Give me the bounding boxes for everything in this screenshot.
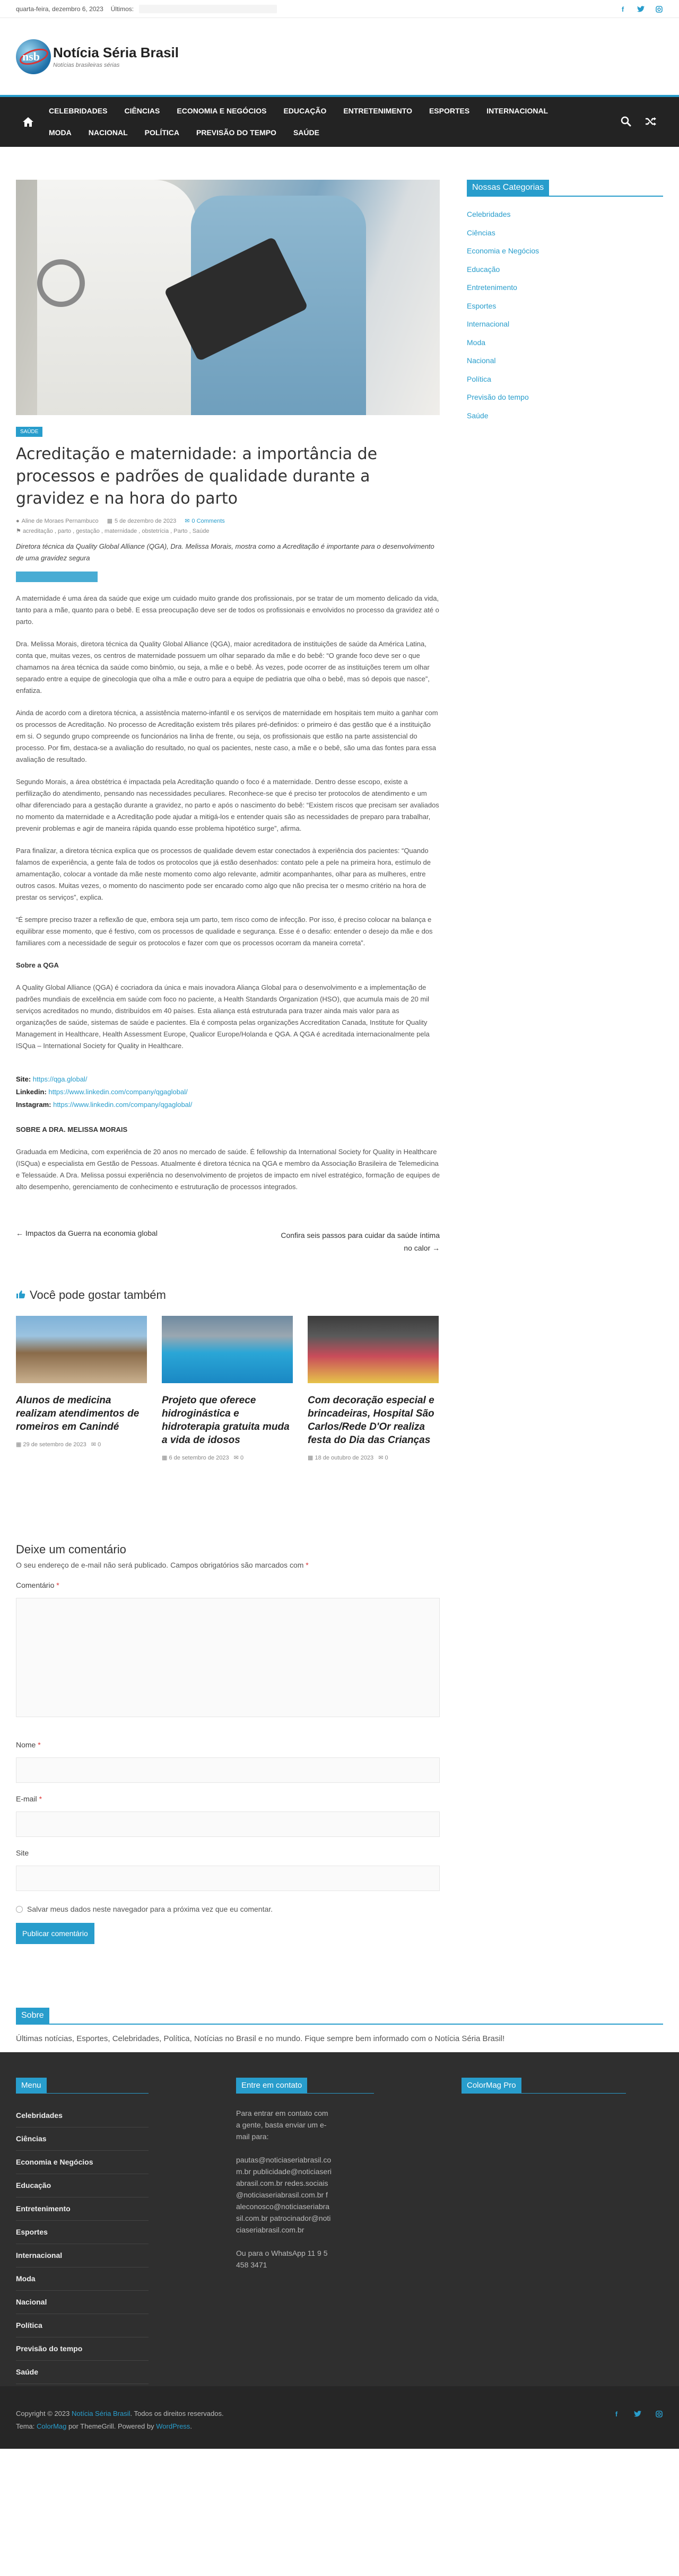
nav-tools xyxy=(621,97,663,147)
related-post-image[interactable] xyxy=(162,1316,293,1383)
featured-image xyxy=(16,180,440,415)
name-label xyxy=(16,1740,440,1749)
footer-menu-link[interactable]: Celebridades xyxy=(16,2104,149,2127)
linkedin-link[interactable]: https://www.linkedin.com/company/qgaglobal/ xyxy=(48,1088,188,1096)
theme-prefix: Tema: xyxy=(16,2422,35,2430)
category-link[interactable]: Economia e Negócios xyxy=(467,247,539,255)
post-navigation xyxy=(16,1229,440,1254)
instagram-icon[interactable] xyxy=(655,5,663,13)
instagram-icon[interactable] xyxy=(655,2410,663,2418)
comment-form-note xyxy=(16,1561,440,1569)
related-posts xyxy=(16,1316,440,1461)
post-body xyxy=(16,593,440,1193)
paragraph: Dra. Melissa Morais, diretora técnica da Quality Global Alliance (QGA), maior acreditadora de instituições de saúde da América Latina, conta que, muitas vezes, os centros de maternidade possuem um olhar separado da mãe e do bebê: “O grande foco deve ser o que chamamos na área técnica da saúde como binômio, ou seja, a mãe e o bebê. Às vezes, pode ocorrer de as instituições terem um olhar separado entre a equipe de ginecologia que olha a mãe e outro para a equipe de pediatria que olha o bebê, mas só depois que nasce”, enfatiza. xyxy=(16,640,430,694)
email-field[interactable] xyxy=(16,1812,440,1837)
footer-menu-link[interactable]: Entretenimento xyxy=(16,2197,149,2221)
contact-whatsapp: Ou para o WhatsApp 11 9 5458 3471 xyxy=(236,2249,328,2269)
about-section xyxy=(16,2008,663,2043)
email-label xyxy=(16,1795,440,1803)
author-name[interactable]: Aline de Moraes Pernambuco xyxy=(21,517,99,524)
copyright xyxy=(16,2407,224,2433)
category-list xyxy=(467,205,663,425)
next-post-title[interactable]: Confira seis passos para cuidar da saúde íntima no calor xyxy=(281,1231,440,1252)
qga-links xyxy=(16,1073,440,1111)
facebook-icon[interactable]: f xyxy=(621,5,624,13)
current-date: quarta-feira, dezembro 6, 2023 xyxy=(16,5,103,13)
post-date-text[interactable]: 5 de dezembro de 2023 xyxy=(114,517,177,524)
about-header xyxy=(16,2008,663,2025)
main-navigation xyxy=(0,95,679,147)
nav-item[interactable]: SAÚDE xyxy=(293,128,319,137)
category-link[interactable]: Previsão do tempo xyxy=(467,393,529,401)
site-link-label: Site: xyxy=(16,1075,31,1083)
nav-item[interactable]: EDUCAÇÃO xyxy=(283,107,327,115)
footer-menu-list xyxy=(16,2104,149,2384)
twitter-icon[interactable] xyxy=(637,5,645,13)
post-tags xyxy=(16,527,440,534)
sidebar-header xyxy=(467,180,663,197)
required-marker: * xyxy=(39,1795,42,1803)
category-link[interactable]: Nacional xyxy=(467,356,496,365)
email-label-text: E-mail xyxy=(16,1795,37,1803)
related-post-image[interactable] xyxy=(308,1316,439,1383)
arrow-left-icon: ← xyxy=(16,1229,23,1237)
copyright-suffix: . Todos os direitos reservados. xyxy=(130,2410,224,2417)
save-info-row xyxy=(16,1905,440,1913)
facebook-icon[interactable]: f xyxy=(615,2410,618,2418)
next-post-link[interactable] xyxy=(281,1229,440,1254)
post-author[interactable] xyxy=(16,517,99,524)
comments-count[interactable]: 0 Comments xyxy=(191,517,225,524)
footer-contact-column xyxy=(236,2078,374,2384)
related-post-title[interactable]: Projeto que oferece hidroginástica e hidroterapia gratuita muda a vida de idosos xyxy=(162,1395,290,1446)
footer-menu-link[interactable]: Saúde xyxy=(16,2361,149,2384)
nav-item[interactable]: INTERNACIONAL xyxy=(486,107,549,115)
related-posts-heading xyxy=(16,1288,440,1302)
footer-contact-title: Entre em contato xyxy=(236,2078,307,2093)
comment-icon: ✉ xyxy=(378,1455,384,1461)
nav-item[interactable]: ENTRETENIMENTO xyxy=(343,107,412,115)
nav-item[interactable]: PREVISÃO DO TEMPO xyxy=(196,128,276,137)
category-badge[interactable]: SAÚDE xyxy=(16,427,42,437)
footer-menu-link[interactable]: Previsão do tempo xyxy=(16,2337,149,2361)
theme-end: . xyxy=(190,2422,192,2430)
footer-bottom-bar xyxy=(0,2386,679,2449)
site-header xyxy=(0,18,679,95)
category-link[interactable]: Política xyxy=(467,374,491,383)
category-link[interactable]: Entretenimento xyxy=(467,283,517,292)
related-post-card[interactable] xyxy=(162,1316,293,1461)
related-post-date[interactable]: 6 de setembro de 2023 xyxy=(169,1455,229,1461)
related-post-title[interactable]: Com decoração especial e brincadeiras, Hospital São Carlos/Rede D'Or realiza festa do Dia das Crianças xyxy=(308,1395,434,1446)
instagram-link-label: Instagram: xyxy=(16,1101,51,1109)
paragraph: A maternidade é uma área da saúde que exige um cuidado muito grande dos profissionais, por se tratar de um momento delicado da vida, tanto para a mãe, quanto para o bebê. E essa preocupação deve ser de todos os profissionais e envolvidos no processo da gravidez até o parto. xyxy=(16,594,439,626)
nav-item[interactable]: MODA xyxy=(49,128,72,137)
footer-pro-column xyxy=(462,2078,594,2384)
footer-menu-link[interactable]: Internacional xyxy=(16,2244,149,2267)
related-post-date[interactable]: 29 de setembro de 2023 xyxy=(23,1441,86,1448)
contact-intro: Para entrar em contato com a gente, basta enviar um e-mail para: xyxy=(236,2109,328,2141)
calendar-icon: ▦ xyxy=(16,1441,22,1448)
paragraph: Segundo Morais, a área obstétrica é impactada pela Acreditação quando o foco é a maternidade. Dentro desse escopo, existe a perfilização do atendimento, pensando nas necessidades peculiares. Reconhece-se que é preciso ter protocolos de atendimento e um olhar diferenciado para a gestação durante a gravidez, no parto e após o nascimento do bebê: “Existem riscos que precisam ser avaliados no momento da maternidade e a Acreditação pode ajudar a mitigá-los e entender quais são as necessidades de preparo para trabalhar, prevenir problemas e agir de maneira rápida quando esse problema hipotético surge”, afirma. xyxy=(16,778,439,832)
site-label-text: Site xyxy=(16,1849,29,1857)
footer-menu-title: Menu xyxy=(16,2078,47,2093)
category-link[interactable]: Ciências xyxy=(467,228,495,237)
site-logo[interactable] xyxy=(16,39,51,74)
comment-label xyxy=(16,1581,440,1589)
section-heading: SOBRE A DRA. MELISSA MORAIS xyxy=(16,1126,128,1133)
site-tagline: Notícias brasileiras sérias xyxy=(53,62,120,68)
contact-emails[interactable]: pautas@noticiaseriabrasil.com.br publicidade@noticiaseriabrasil.com.br redes.sociais@noticiaseriabrasil.com.br faleconosco@noticiaseriabrasil.com.br patrocinador@noticiaseriabrasil.com.br xyxy=(236,2156,332,2234)
about-text: Últimas notícias, Esportes, Celebridades, Política, Notícias no Brasil e no mundo. Fique sempre bem informado com o Notícia Séria Brasil! xyxy=(16,2034,505,2043)
post-comments-link[interactable] xyxy=(185,517,225,524)
footer-menu-link[interactable]: Esportes xyxy=(16,2221,149,2244)
wordpress-link[interactable]: WordPress xyxy=(156,2422,190,2430)
category-link[interactable]: Educação xyxy=(467,265,500,274)
sidebar-title: Nossas Categorias xyxy=(467,180,549,196)
linkedin-link-label: Linkedin: xyxy=(16,1088,47,1096)
footer-menu-header xyxy=(16,2078,149,2094)
previous-post-title[interactable]: Impactos da Guerra na economia global xyxy=(25,1229,158,1237)
theme-mid: por ThemeGrill. Powered by xyxy=(68,2422,154,2430)
website-field[interactable] xyxy=(16,1866,440,1891)
footer-menu-link[interactable]: Nacional xyxy=(16,2291,149,2314)
breaking-news-ticker[interactable] xyxy=(139,5,277,13)
nav-item[interactable]: NACIONAL xyxy=(88,128,128,137)
comment-form xyxy=(16,1543,440,1944)
nav-item[interactable]: ESPORTES xyxy=(429,107,470,115)
post-meta xyxy=(16,517,440,524)
footer-menu-column xyxy=(16,2078,149,2384)
required-marker: * xyxy=(56,1581,59,1589)
footer-social-links xyxy=(612,2407,663,2433)
related-post-meta xyxy=(16,1441,147,1448)
related-post-date[interactable]: 18 de outubro de 2023 xyxy=(315,1455,374,1461)
calendar-icon: ▦ xyxy=(107,518,112,524)
twitter-icon[interactable] xyxy=(633,2410,642,2418)
footer-menu-link[interactable]: Ciências xyxy=(16,2127,149,2151)
arrow-right-icon: → xyxy=(432,1244,440,1252)
paragraph: A Quality Global Alliance (QGA) é cocriadora da única e mais inovadora Aliança Global para o desenvolvimento e a implementação de padrões mundiais de excelência em saúde com foco no paciente, a Health Standards Organization (HSO), que acumula mais de 20 mil serviços acreditados no mundo, distribuídos em 40 países. Esta aliança está estruturada para trazer ainda mais valor para as organizações de saúde, sistemas de saúde e pacientes. Ela é composta pelas organizações Accreditation Canada, Institute for Quality Management in Healthcare, Health Assessment Europe, Qualicor Europe/Holanda e QGA. A QGA é acreditada internacionalmente pela ISQua – International Society for Quality in Healthcare. xyxy=(16,983,430,1050)
paragraph: Graduada em Medicina, com experiência de 20 anos no mercado de saúde. É fellowship da International Society for Quality in Healthcare (ISQua) e especialista em Gestão de Pessoas. Atualmente é diretora técnica na QGA e membro da Associação Brasileira de Telemedicina e Telessaúde. A Dra. Melissa possui experiência no desenvolvimento de projetos de impacto em nível estratégico, formação de equipes de alto desempenho, gerenciamento de conhecimento e estruturação de processos integrados. xyxy=(16,1148,440,1191)
related-post-card[interactable] xyxy=(308,1316,439,1461)
related-post-title[interactable]: Alunos de medicina realizam atendimentos de romeiros em Canindé xyxy=(16,1395,140,1432)
random-post-icon[interactable] xyxy=(645,117,657,128)
tag-list[interactable]: acreditação , parto , gestação , maternidade , obstetrícia , Parto , Saúde xyxy=(22,528,210,534)
comment-form-title: Deixe um comentário xyxy=(16,1543,126,1556)
footer-contact-header xyxy=(236,2078,374,2094)
instagram-link[interactable]: https://www.linkedin.com/company/qgaglobal/ xyxy=(53,1101,193,1109)
paragraph: Ainda de acordo com a diretora técnica, a assistência materno-infantil e os serviços de maternidade em hospitais tem muito a ganhar com os processos de Acreditação. No processo de Acreditação existem três pilares pré-definidos: o primeiro é das gestão que é a instituição em si. O segundo grupo compreende os funcionários na linha de frente, ou seja, os profissionais que estão na parte assistencial do processo. Por fim, destaca-se a avaliação do resultado, no qual os pacientes, neste caso, a mãe e o bebê, são uma das fontes para essa avaliação de resultado. xyxy=(16,709,438,763)
comment-icon: ✉ xyxy=(233,1455,239,1461)
related-post-meta xyxy=(162,1454,293,1461)
nav-item[interactable]: POLÍTICA xyxy=(144,128,180,137)
related-post-image[interactable] xyxy=(16,1316,147,1383)
related-heading-text: Você pode gostar também xyxy=(30,1288,166,1302)
paragraph: Para finalizar, a diretora técnica explica que os processos de qualidade devem estar conectados à experiência dos pacientes: “Quando falamos de experiência, a gente fala de todos os protocolos que já estão desenhados: contato pele a pele na primeira hora, estímulo de amamentação, colocar a vontade da mãe neste momento como algo relevante, admitir acompanhantes, olhar para as mulheres, entre outros casos. Muitas vezes, o momento do nascimento pode ser encarado como algo que não precisa ter o mesmo critério na hora de prestar os serviços”, explica. xyxy=(16,847,431,901)
nav-item[interactable]: CIÊNCIAS xyxy=(124,107,160,115)
paragraph: “É sempre preciso trazer a reflexão de que, embora seja um parto, tem risco como de infecção. Por isso, é preciso colocar na balança e equilibrar esse momento, que é festivo, com os processos de qualidade e segurança. Esse é o desafio: entender o desejo da mãe e dos familiares com a necessidade de seguir os protocolos e fazer com que os processos ocorram da maneira correta”. xyxy=(16,916,433,947)
footer-menu-link[interactable]: Política xyxy=(16,2314,149,2337)
post-title: Acreditação e maternidade: a importância de processos e padrões de qualidade durante a gravidez e na hora do parto xyxy=(16,445,378,508)
sidebar xyxy=(467,180,663,1944)
footer-contact-text xyxy=(236,2107,332,2271)
copyright-site-link[interactable]: Notícia Séria Brasil xyxy=(71,2410,130,2417)
comment-icon: ✉ xyxy=(185,518,190,524)
related-post-meta xyxy=(308,1454,439,1461)
previous-post-link[interactable] xyxy=(16,1229,158,1254)
name-label-text: Nome xyxy=(16,1740,36,1749)
category-link[interactable]: Moda xyxy=(467,338,486,347)
save-info-label[interactable]: Salvar meus dados neste navegador para a próxima vez que eu comentar. xyxy=(27,1905,273,1913)
name-field[interactable] xyxy=(16,1757,440,1783)
related-post-card[interactable] xyxy=(16,1316,147,1461)
comment-textarea[interactable] xyxy=(16,1598,440,1717)
calendar-icon: ▦ xyxy=(162,1455,168,1461)
thumbs-up-icon xyxy=(16,1288,25,1302)
site-label xyxy=(16,1849,440,1857)
related-post-comments[interactable]: 0 xyxy=(240,1455,244,1461)
comment-icon: ✉ xyxy=(91,1441,97,1448)
comment-note-text: O seu endereço de e-mail não será publicado. Campos obrigatórios são marcados com xyxy=(16,1561,304,1569)
category-link[interactable]: Esportes xyxy=(467,301,497,310)
footer-menu-link[interactable]: Educação xyxy=(16,2174,149,2197)
site-title[interactable]: Notícia Séria Brasil xyxy=(53,45,179,60)
tag-icon: ⚑ xyxy=(16,528,21,534)
home-icon[interactable] xyxy=(16,97,40,147)
footer-pro-title: ColorMag Pro xyxy=(462,2078,521,2093)
breaking-news-label: Últimos: xyxy=(110,5,134,13)
nav-menu xyxy=(40,97,621,147)
search-icon[interactable] xyxy=(621,116,631,128)
top-bar xyxy=(0,0,679,18)
footer xyxy=(0,2052,679,2386)
logo-letters: nsb xyxy=(22,49,40,63)
footer-menu-link[interactable]: Economia e Negócios xyxy=(16,2151,149,2174)
section-heading: Sobre a QGA xyxy=(16,961,59,969)
about-title: Sobre xyxy=(16,2008,49,2024)
post-date[interactable] xyxy=(107,517,177,524)
category-link[interactable]: Saúde xyxy=(467,411,489,420)
calendar-icon: ▦ xyxy=(308,1455,314,1461)
category-link[interactable]: Celebridades xyxy=(467,210,511,218)
theme-link[interactable]: ColorMag xyxy=(37,2422,67,2430)
save-info-checkbox[interactable] xyxy=(16,1906,23,1913)
required-marker: * xyxy=(306,1561,309,1569)
footer-menu-link[interactable]: Moda xyxy=(16,2267,149,2291)
post-lead: Diretora técnica da Quality Global Alliance (QGA), Dra. Melissa Morais, mostra como a Acreditação é importante para o desenvolvimento de uma gravidez segura xyxy=(16,542,434,562)
nav-item[interactable]: ECONOMIA E NEGÓCIOS xyxy=(177,107,267,115)
category-link[interactable]: Internacional xyxy=(467,320,510,328)
article-content xyxy=(16,180,440,1944)
inline-image-placeholder xyxy=(16,572,98,582)
top-social-links xyxy=(619,5,663,13)
submit-comment-button[interactable]: Publicar comentário xyxy=(16,1923,94,1944)
related-post-comments[interactable]: 0 xyxy=(98,1441,101,1448)
copyright-prefix: Copyright © 2023 xyxy=(16,2410,70,2417)
required-marker: * xyxy=(38,1740,41,1749)
comment-label-text: Comentário xyxy=(16,1581,55,1589)
related-post-comments[interactable]: 0 xyxy=(385,1455,388,1461)
footer-pro-header xyxy=(462,2078,626,2094)
site-link[interactable]: https://qga.global/ xyxy=(32,1075,88,1083)
site-branding xyxy=(53,45,179,68)
user-icon: ● xyxy=(16,517,20,524)
nav-item[interactable]: CELEBRIDADES xyxy=(49,107,108,115)
